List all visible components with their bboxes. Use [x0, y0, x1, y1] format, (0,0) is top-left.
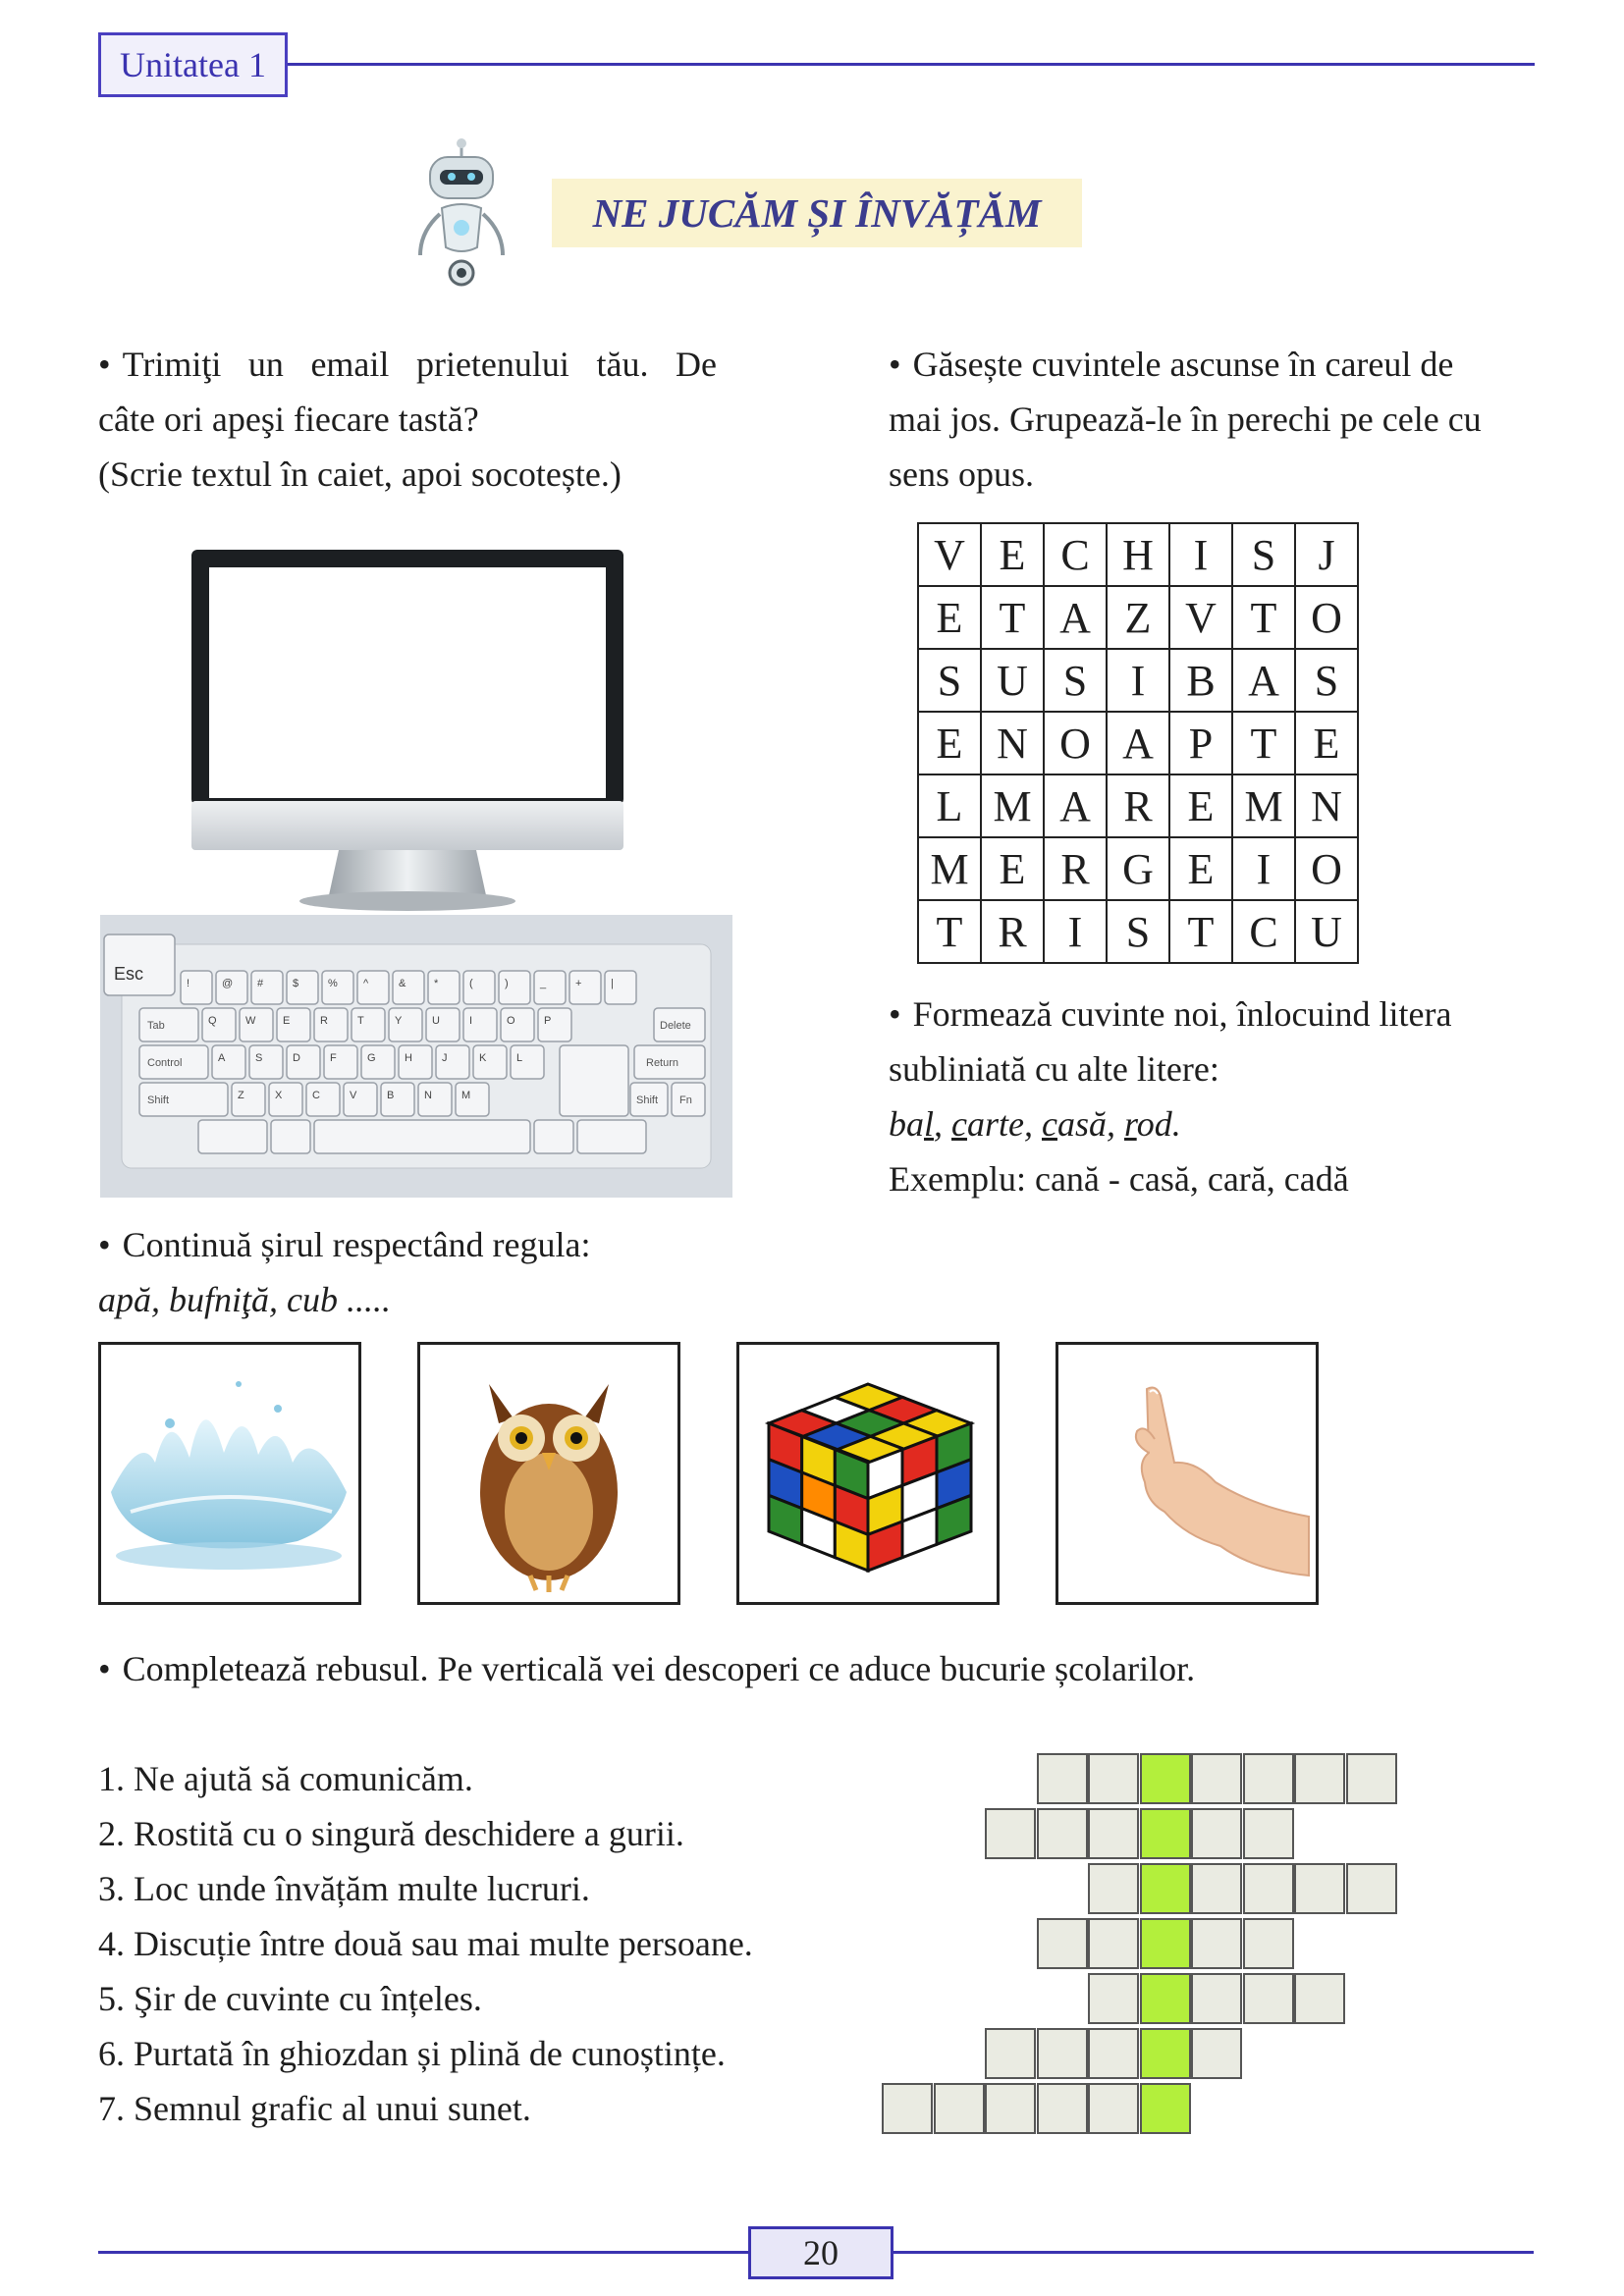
grid-row — [918, 837, 1358, 900]
keyboard-key — [569, 971, 601, 1004]
keyboard-key — [251, 971, 283, 1004]
grid-cell: O — [1295, 586, 1358, 649]
keyboard-key-label: M — [461, 1090, 471, 1101]
crossword-cell[interactable] — [985, 2028, 1036, 2079]
keyboard-key-label: ( — [469, 978, 473, 989]
grid-row — [918, 586, 1358, 649]
grid-cell: E — [918, 712, 981, 774]
keyboard-key-label: A — [218, 1052, 226, 1064]
grid-cell: N — [981, 712, 1044, 774]
unit-label: Unitatea 1 — [98, 32, 288, 97]
sequence-words: apă, bufniţă, cub ..... — [98, 1280, 391, 1319]
grid-cell: T — [1232, 586, 1295, 649]
grid-cell: S — [918, 649, 981, 712]
water-splash-image — [101, 1345, 358, 1602]
keyboard-key-label: F — [330, 1052, 337, 1064]
shift-key-label: Shift — [147, 1095, 170, 1106]
crossword-cell[interactable] — [1191, 1973, 1242, 2024]
crossword-cell[interactable] — [1037, 2028, 1088, 2079]
word-part: od. — [1136, 1104, 1181, 1144]
crossword-cell[interactable] — [1294, 1753, 1345, 1804]
grid-cell: S — [1295, 649, 1358, 712]
crossword-cell[interactable] — [1037, 2083, 1088, 2134]
grid-cell: I — [1169, 523, 1232, 586]
grid-cell: I — [1232, 837, 1295, 900]
wordsearch-task-line3: sens opus. — [889, 454, 1035, 494]
header-rule — [288, 63, 1535, 66]
grid-row — [918, 649, 1358, 712]
keyboard-key-label: I — [469, 1015, 473, 1027]
grid-cell: V — [918, 523, 981, 586]
rubik-cube-image — [739, 1345, 997, 1602]
email-task-line2: câte ori apeşi fiecare tastă? — [98, 400, 479, 439]
newwords-task-line2: subliniată cu alte litere: — [889, 1049, 1219, 1089]
crossword-clue: 3. Loc unde învățăm multe lucruri. — [98, 1869, 590, 1908]
grid-cell: E — [918, 586, 981, 649]
grid-cell: E — [1295, 712, 1358, 774]
crossword-cell[interactable] — [1243, 1863, 1294, 1914]
words-list — [889, 1096, 1532, 1151]
bullet: • — [98, 1649, 111, 1688]
keyboard-key-label: V — [350, 1090, 357, 1101]
tab-key-label: Tab — [147, 1020, 165, 1032]
underlined-letter: r — [1124, 1104, 1137, 1144]
keyboard-key-label: D — [293, 1052, 300, 1064]
underlined-letter: l — [924, 1104, 935, 1144]
delete-key-label: Delete — [660, 1020, 691, 1032]
keyboard-key-label: X — [275, 1090, 283, 1101]
grid-cell: S — [1232, 523, 1295, 586]
crossword-clue: 1. Ne ajută să comunicăm. — [98, 1759, 473, 1798]
keyboard-key-label: B — [387, 1090, 395, 1101]
crossword-clue: 2. Rostită cu o singură deschidere a gurii. — [98, 1814, 684, 1853]
bullet: • — [98, 345, 111, 384]
grid-cell: M — [1232, 774, 1295, 837]
crossword-cell[interactable] — [934, 2083, 985, 2134]
bullet: • — [98, 1225, 111, 1264]
keyboard-key-label: # — [257, 978, 264, 989]
grid-cell: U — [1295, 900, 1358, 963]
grid-cell: O — [1295, 837, 1358, 900]
word-search-grid — [917, 522, 1359, 964]
grid-cell: G — [1107, 837, 1169, 900]
hand-image-box — [1056, 1342, 1319, 1605]
grid-cell: U — [981, 649, 1044, 712]
grid-cell: T — [1169, 900, 1232, 963]
computer-monitor-image — [191, 550, 623, 923]
underlined-letter: c — [1042, 1104, 1057, 1144]
keyboard-key-label: | — [611, 978, 614, 989]
keyboard-key-label: C — [312, 1090, 320, 1101]
grid-cell: V — [1169, 586, 1232, 649]
grid-cell: R — [1044, 837, 1107, 900]
crossword-cell-highlight[interactable] — [1140, 1863, 1191, 1914]
keyboard-key-label: + — [575, 978, 582, 989]
crossword-cell[interactable] — [1088, 1863, 1139, 1914]
crossword-clue: 5. Şir de cuvinte cu înțeles. — [98, 1979, 482, 2018]
word-part: ba — [889, 1104, 924, 1144]
keyboard-key — [181, 971, 212, 1004]
owl-image — [420, 1345, 677, 1602]
grid-cell: R — [1107, 774, 1169, 837]
keyboard-key — [534, 971, 566, 1004]
crossword-cell[interactable] — [1346, 1863, 1397, 1914]
crossword-cell[interactable] — [1243, 1753, 1294, 1804]
crossword-cell[interactable] — [1088, 2028, 1139, 2079]
grid-cell: H — [1107, 523, 1169, 586]
crossword-clue: 6. Purtată în ghiozdan și plină de cunoștințe. — [98, 2034, 726, 2073]
esc-key-label: Esc — [114, 964, 144, 984]
grid-cell: E — [1169, 774, 1232, 837]
keyboard-key-label: ^ — [363, 978, 369, 989]
crossword-cell[interactable] — [1088, 2083, 1139, 2134]
crossword-cell-highlight[interactable] — [1140, 2083, 1191, 2134]
grid-cell: E — [1169, 837, 1232, 900]
grid-cell: L — [918, 774, 981, 837]
crossword-clue: 7. Semnul grafic al unui sunet. — [98, 2089, 531, 2128]
grid-cell: M — [981, 774, 1044, 837]
grid-cell: C — [1232, 900, 1295, 963]
word-item — [1124, 1104, 1181, 1144]
keyboard-key — [499, 971, 530, 1004]
crossword-cell[interactable] — [985, 2083, 1036, 2134]
keyboard-key-label: R — [320, 1015, 328, 1027]
sequence-task — [98, 1217, 785, 1327]
crossword-cell[interactable] — [1191, 2028, 1242, 2079]
word-part: arte, — [967, 1104, 1033, 1144]
keyboard-key-label: @ — [222, 978, 234, 989]
crossword-intro: Completează rebusul. Pe verticală vei descoperi ce aduce bucurie școlarilor. — [122, 1649, 1196, 1688]
grid-cell: Z — [1107, 586, 1169, 649]
crossword-cell-highlight[interactable] — [1140, 1918, 1191, 1969]
crossword-cell[interactable] — [1191, 1808, 1242, 1859]
grid-cell: A — [1044, 586, 1107, 649]
keyboard-key — [463, 971, 495, 1004]
crossword-clues — [98, 1751, 844, 2136]
keyboard-key-label: J — [442, 1052, 448, 1064]
wordsearch-task-line1 — [889, 337, 1532, 392]
keyboard-key — [428, 971, 460, 1004]
owl-image-box — [417, 1342, 680, 1605]
return-key-label: Return — [646, 1057, 679, 1069]
wordsearch-task-line2: mai jos. Grupează-le în perechi pe cele cu — [889, 400, 1482, 439]
keyboard-key-label: % — [328, 978, 338, 989]
grid-cell: T — [981, 586, 1044, 649]
keyboard-key — [322, 971, 353, 1004]
keyboard-key-label: _ — [540, 978, 547, 989]
crossword-cell[interactable] — [1037, 1753, 1088, 1804]
crossword-cell[interactable] — [1037, 1808, 1088, 1859]
crossword-cell[interactable] — [1088, 1973, 1139, 2024]
keyboard-key — [605, 971, 636, 1004]
grid-cell: I — [1044, 900, 1107, 963]
grid-cell: O — [1044, 712, 1107, 774]
keyboard-key-label: ) — [505, 978, 509, 989]
example-line: Exemplu: cană - casă, cară, cadă — [889, 1159, 1349, 1199]
grid-cell: B — [1169, 649, 1232, 712]
keyboard-key-label: * — [434, 978, 439, 989]
crossword-cell-highlight[interactable] — [1140, 1753, 1191, 1804]
email-task — [98, 337, 717, 502]
keyboard-key-label: E — [283, 1015, 291, 1027]
keyboard-key-label: Q — [208, 1015, 217, 1027]
footer-rule-right — [893, 2251, 1534, 2254]
sequence-task-line1 — [98, 1217, 785, 1272]
wordsearch-task — [889, 337, 1532, 502]
grid-cell: P — [1169, 712, 1232, 774]
crossword-cell[interactable] — [985, 1808, 1036, 1859]
crossword-cell[interactable] — [1346, 1753, 1397, 1804]
crossword-cell[interactable] — [1243, 1918, 1294, 1969]
water-image-box — [98, 1342, 361, 1605]
fn-key-label: Fn — [679, 1095, 692, 1106]
robot-icon — [403, 137, 520, 294]
word-item — [951, 1104, 1033, 1144]
crossword-cell[interactable] — [1088, 1808, 1139, 1859]
wordsearch-task-text: Găsește cuvintele ascunse în careul de — [912, 345, 1454, 384]
keyboard-key-label: T — [357, 1015, 364, 1027]
word-item — [1042, 1104, 1115, 1144]
keyboard-key-label: L — [516, 1052, 523, 1064]
crossword-cell[interactable] — [1191, 1863, 1242, 1914]
crossword-cell[interactable] — [1037, 1918, 1088, 1969]
newwords-task-line1 — [889, 987, 1532, 1041]
keyboard-key — [393, 971, 424, 1004]
crossword-cell-highlight[interactable] — [1140, 2028, 1191, 2079]
sequence-task-text: Continuă șirul respectând regula: — [122, 1225, 591, 1264]
keyboard-key-label: S — [255, 1052, 263, 1064]
crossword-cell[interactable] — [1191, 1918, 1242, 1969]
grid-row — [918, 712, 1358, 774]
footer-rule-left — [98, 2251, 748, 2254]
keyboard-image — [100, 915, 732, 1198]
grid-cell: A — [1107, 712, 1169, 774]
crossword-intro-line — [98, 1641, 1532, 1696]
word-item — [889, 1104, 943, 1144]
bullet: • — [889, 994, 901, 1034]
word-part: asă, — [1056, 1104, 1115, 1144]
grid-cell: T — [1232, 712, 1295, 774]
keyboard-row3 — [212, 1045, 544, 1079]
keyboard-key-label: ! — [187, 978, 190, 989]
grid-cell: I — [1107, 649, 1169, 712]
grid-cell: S — [1107, 900, 1169, 963]
grid-cell: A — [1232, 649, 1295, 712]
keyboard-row4 — [232, 1083, 489, 1116]
keyboard-key-label: W — [245, 1015, 256, 1027]
keyboard-key-label: U — [432, 1015, 440, 1027]
grid-row — [918, 900, 1358, 963]
grid-cell: E — [981, 837, 1044, 900]
keyboard-key-label: & — [399, 978, 406, 989]
email-task-line1 — [98, 337, 717, 392]
cube-image-box — [736, 1342, 1000, 1605]
email-task-text: Trimiţi un email prietenului tău. De — [122, 345, 717, 384]
keyboard-key-label: $ — [293, 978, 299, 989]
grid-cell: S — [1044, 649, 1107, 712]
crossword-cell[interactable] — [1243, 1808, 1294, 1859]
crossword-cell[interactable] — [1294, 1973, 1345, 2024]
email-task-line3: (Scrie textul în caiet, apoi socotește.) — [98, 454, 622, 494]
grid-cell: E — [981, 523, 1044, 586]
keyboard-key-label: N — [424, 1090, 432, 1101]
grid-row — [918, 523, 1358, 586]
keyboard-key-label: G — [367, 1052, 376, 1064]
pointing-hand-image — [1058, 1345, 1316, 1602]
keyboard-key-label: H — [405, 1052, 412, 1064]
grid-cell: A — [1044, 774, 1107, 837]
shift-right-key-label: Shift — [636, 1095, 659, 1106]
crossword-cell[interactable] — [1088, 1753, 1139, 1804]
newwords-task-text: Formează cuvinte noi, înlocuind litera — [912, 994, 1452, 1034]
page-title: NE JUCĂM ȘI ÎNVĂȚĂM — [552, 179, 1082, 247]
newwords-task — [889, 987, 1532, 1206]
bullet: • — [889, 345, 901, 384]
crossword-cell[interactable] — [1191, 1753, 1242, 1804]
crossword-cell[interactable] — [1243, 1973, 1294, 2024]
crossword-cell[interactable] — [882, 2083, 933, 2134]
control-key-label: Control — [147, 1057, 183, 1069]
keyboard-key-label: K — [479, 1052, 487, 1064]
crossword-cell-highlight[interactable] — [1140, 1808, 1191, 1859]
crossword-cell[interactable] — [1088, 1918, 1139, 1969]
keyboard-key-label: O — [507, 1015, 515, 1027]
keyboard-key-label: Y — [395, 1015, 403, 1027]
crossword-clue: 4. Discuție între două sau mai multe persoane. — [98, 1924, 753, 1963]
grid-cell: N — [1295, 774, 1358, 837]
keyboard-key — [287, 971, 318, 1004]
crossword-cell[interactable] — [1294, 1863, 1345, 1914]
keyboard-key — [357, 971, 389, 1004]
grid-cell: T — [918, 900, 981, 963]
keyboard-key-label: P — [544, 1015, 552, 1027]
crossword-cell-highlight[interactable] — [1140, 1973, 1191, 2024]
crossword-task — [98, 1641, 1532, 1696]
underlined-letter: c — [951, 1104, 967, 1144]
page-number: 20 — [748, 2226, 893, 2279]
grid-cell: C — [1044, 523, 1107, 586]
word-part: , — [934, 1104, 944, 1144]
grid-cell: R — [981, 900, 1044, 963]
crossword-grid — [882, 1753, 1402, 2116]
grid-row — [918, 774, 1358, 837]
grid-cell: J — [1295, 523, 1358, 586]
keyboard-key-label: Z — [238, 1090, 244, 1101]
grid-cell: M — [918, 837, 981, 900]
